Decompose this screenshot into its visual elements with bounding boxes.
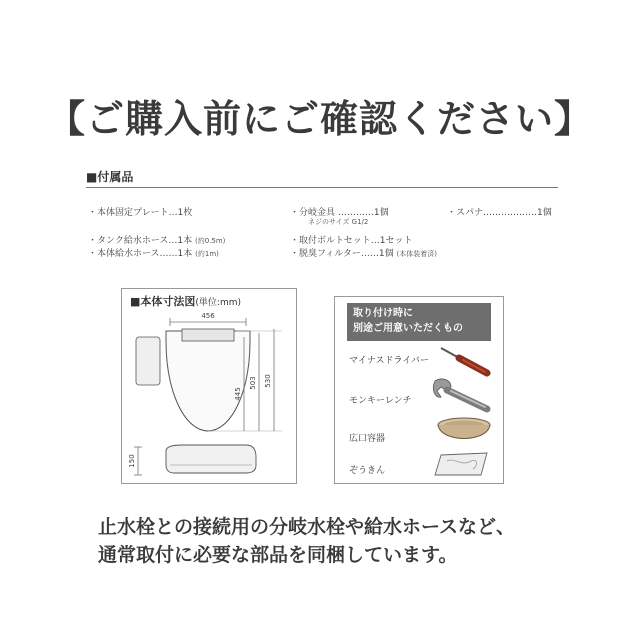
- accessory-item: [88, 233, 225, 246]
- side-control-panel: [136, 337, 160, 385]
- tool-label-basin: 広口容器: [349, 434, 386, 444]
- tool-label-rag: ぞうきん: [349, 466, 386, 476]
- accessory-item: ・スパナ………………1個: [447, 208, 552, 218]
- accessory-item: ・分岐金具 …………1個: [290, 208, 389, 218]
- accessory-item: [290, 246, 437, 259]
- dim-label-depth-503: 503: [249, 376, 257, 390]
- seat-dimension-drawing: [122, 289, 296, 483]
- wrench-icon: [429, 375, 495, 415]
- footer-line1: 止水栓との接続用の分岐水栓や給水ホースなど、: [98, 516, 516, 538]
- tools-panel: [334, 296, 504, 484]
- accessory-note: ネジのサイズ G1/2: [308, 218, 369, 226]
- screwdriver-icon: [439, 345, 491, 377]
- seat-outline: [166, 331, 250, 431]
- accessory-note: (約0.5m): [194, 237, 226, 245]
- accessory-label: ・脱臭フィルター……1個: [290, 249, 394, 259]
- rag-icon: [431, 449, 493, 479]
- dimension-unit: (単位:mm): [195, 298, 241, 308]
- seat-side-view: [166, 445, 256, 473]
- headline: 【ご購入前にご確認ください】: [46, 97, 593, 141]
- dim-label-depth-445: 445: [234, 387, 242, 401]
- accessories-title: ■付属品: [86, 170, 134, 184]
- dimension-title-text: ■本体寸法図: [130, 295, 196, 308]
- accessory-item: ・取付ボルトセット…1セット: [290, 236, 413, 246]
- tools-header: [347, 303, 491, 341]
- dim-label-height-150: 150: [128, 454, 136, 468]
- tool-label-screwdriver: マイナスドライバー: [349, 356, 430, 366]
- footer-line2: 通常取付に必要な部品を同梱しています。: [98, 544, 458, 566]
- tools-header-line1: 取り付け時に: [353, 308, 413, 319]
- dim-label-depth-530: 530: [264, 374, 272, 388]
- accessory-item: [88, 246, 219, 259]
- accessory-note: (約1m): [195, 250, 219, 258]
- tool-label-wrench: モンキーレンチ: [349, 396, 412, 406]
- basin-icon: [435, 415, 493, 449]
- accessory-item: ・本体固定プレート…1枚: [88, 208, 193, 218]
- accessory-label: ・タンク給水ホース…1本: [88, 236, 193, 246]
- accessory-note: (本体装着済): [396, 250, 437, 258]
- accessory-label: ・本体給水ホース……1本: [88, 249, 193, 259]
- dimension-panel: [121, 288, 297, 484]
- seat-hinge: [182, 329, 234, 341]
- tools-header-line2: 別途ご用意いただくもの: [353, 323, 463, 334]
- accessories-divider: [86, 187, 558, 188]
- dim-label-width: 456: [201, 312, 215, 320]
